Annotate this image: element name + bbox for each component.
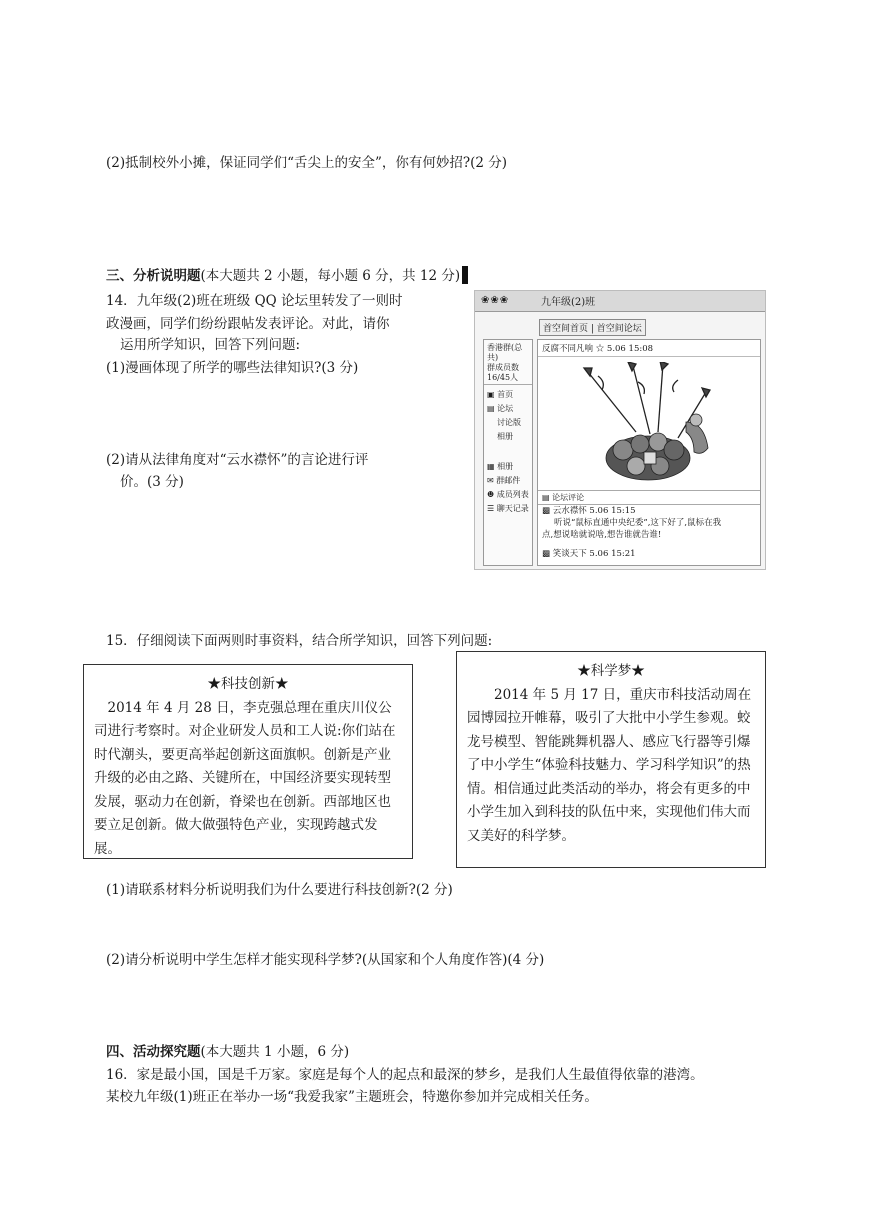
q16-line1: 16．家是最小国，国是千万家。家庭是每个人的起点和最深的梦乡，是我们人生最值得依靠的港湾。 xyxy=(106,1067,704,1083)
box2-text: 2014 年 5 月 17 日，重庆市科技活动周在园博园拉开帷幕，吸引了大批中小学生参观。蛟龙号模型、智能跳舞机器人、感应飞行器等引爆了中小学生“体验科技魅力、学习科学知识”的热情。相信通过此类活动的举办，将会有更多的中小学生加入到科技的队伍中来，实现他们伟大而又美好的科学梦。 xyxy=(467,686,752,844)
q14-sub2-line2: 价。(3 分) xyxy=(120,474,184,490)
qq-forum-screenshot xyxy=(474,290,766,570)
q14-sub1: (1)漫画体现了所学的哪些法律知识?(3 分) xyxy=(106,360,359,376)
qq-nav xyxy=(484,385,532,519)
avatar-icon: ▩ xyxy=(542,506,551,516)
mail-icon: ✉ xyxy=(487,476,494,485)
qq-left-column xyxy=(483,339,533,566)
qq-group-info xyxy=(484,340,532,385)
q16-line2: 某校九年级(1)班正在举办一场“我爱我家”主题班会，特邀你参加并完成相关任务。 xyxy=(106,1089,598,1105)
qq-window-title: 九年级(2)班 xyxy=(541,297,596,308)
qq-reply-1 xyxy=(542,505,721,541)
material-box-innovation xyxy=(83,664,413,859)
q15-sub2: (2)请分析说明中学生怎样才能实现科学梦?(从国家和个人角度作答)(4 分) xyxy=(106,952,545,968)
box2-title: ★科学梦★ xyxy=(577,663,645,679)
section3-title: 三、分析说明题 xyxy=(106,268,201,284)
qq-nav-item: ▣ 首页 xyxy=(487,390,514,399)
forum-icon: ▤ xyxy=(542,493,550,502)
q13-sub2: (2)抵制校外小摊，保证同学们“舌尖上的安全”，你有何妙招?(2 分) xyxy=(106,155,508,171)
q14-stem-line2: 政漫画，同学们纷纷跟帖发表评论。对此，请你 xyxy=(106,316,390,332)
qq-nav-item: ▦ 相册 xyxy=(487,462,514,471)
qq-info-line: 群成员数 xyxy=(487,363,519,372)
album-icon: ▦ xyxy=(487,462,495,471)
section3-note: (本大题共 2 小题，每小题 6 分，共 12 分) xyxy=(200,268,461,284)
qq-reply-text: 听说“鼠标直通中央纪委”,这下好了,鼠标在我 xyxy=(554,518,722,528)
leaf-icon: ❀❀❀ xyxy=(481,295,510,306)
qq-nav-item: 讨论版 xyxy=(497,418,521,427)
qq-reply-2: ▩ 笑谈天下 5.06 15:21 xyxy=(542,549,636,559)
chat-icon: ☰ xyxy=(487,504,495,513)
qq-titlebar xyxy=(475,291,765,312)
q15-stem: 15．仔细阅读下面两则时事资料，结合所学知识，回答下列问题: xyxy=(106,633,493,649)
q15-sub1: (1)请联系材料分析说明我们为什么要进行科技创新?(2 分) xyxy=(106,882,453,898)
qq-nav-item: ☰ 聊天记录 xyxy=(487,504,529,513)
home-icon: ▣ xyxy=(487,390,495,399)
qq-nav-item: ✉ 群邮件 xyxy=(487,476,521,485)
members-icon: ☻ xyxy=(487,490,495,499)
qq-info-line: 香港群(总共) xyxy=(487,343,523,362)
box1-text: 2014 年 4 月 28 日，李克强总理在重庆川仪公司进行考察时。对企业研发人员和工人说:你们站在时代潮头，要更高举起创新这面旗帜。创新是产业升级的必由之路、关键所在，中国经济要实现转型发展，驱动力在创新，脊梁也在创新。西部地区也要立足创新。做大做强特色产业，实现跨越式发展。 xyxy=(94,699,396,857)
qq-post-header: 反腐不同凡响 ☆ 5.06 15:08 xyxy=(538,340,760,357)
qq-nav-item: ▤ 论坛 xyxy=(487,404,514,413)
material-box-science-dream xyxy=(456,651,766,868)
forum-icon: ▤ xyxy=(487,404,495,413)
qq-breadcrumb: 首空间首页 | 首空间论坛 xyxy=(539,319,646,336)
section4-title: 四、活动探究题 xyxy=(106,1044,201,1060)
avatar-icon: ▩ xyxy=(542,549,551,559)
qq-reply-header: ▤ 论坛评论 xyxy=(538,490,760,505)
section4-heading xyxy=(106,1043,349,1061)
box1-title: ★科技创新★ xyxy=(207,676,289,692)
text-cursor xyxy=(462,266,468,284)
qq-main-panel xyxy=(537,339,761,566)
q14-stem-line1: 14．九年级(2)班在班级 QQ 论坛里转发了一则时 xyxy=(106,293,403,309)
qq-nav-item: ☻ 成员列表 xyxy=(487,490,529,499)
qq-reply-text: 点,想说啥就说啥,想告谁就告谁! xyxy=(542,530,662,540)
section4-note: (本大题共 1 小题，6 分) xyxy=(200,1044,350,1060)
qq-reply-user: ▩ 云水襟怀 5.06 15:15 xyxy=(542,506,636,516)
q14-sub2-line1: (2)请从法律角度对“云水襟怀”的言论进行评 xyxy=(106,452,369,468)
section3-heading xyxy=(106,266,468,285)
q14-stem-line3: 运用所学知识，回答下列问题: xyxy=(120,337,301,353)
qq-nav-item: 相册 xyxy=(497,432,513,441)
qq-info-line: 16/45人 xyxy=(487,373,519,382)
cartoon-illustration xyxy=(578,362,718,488)
